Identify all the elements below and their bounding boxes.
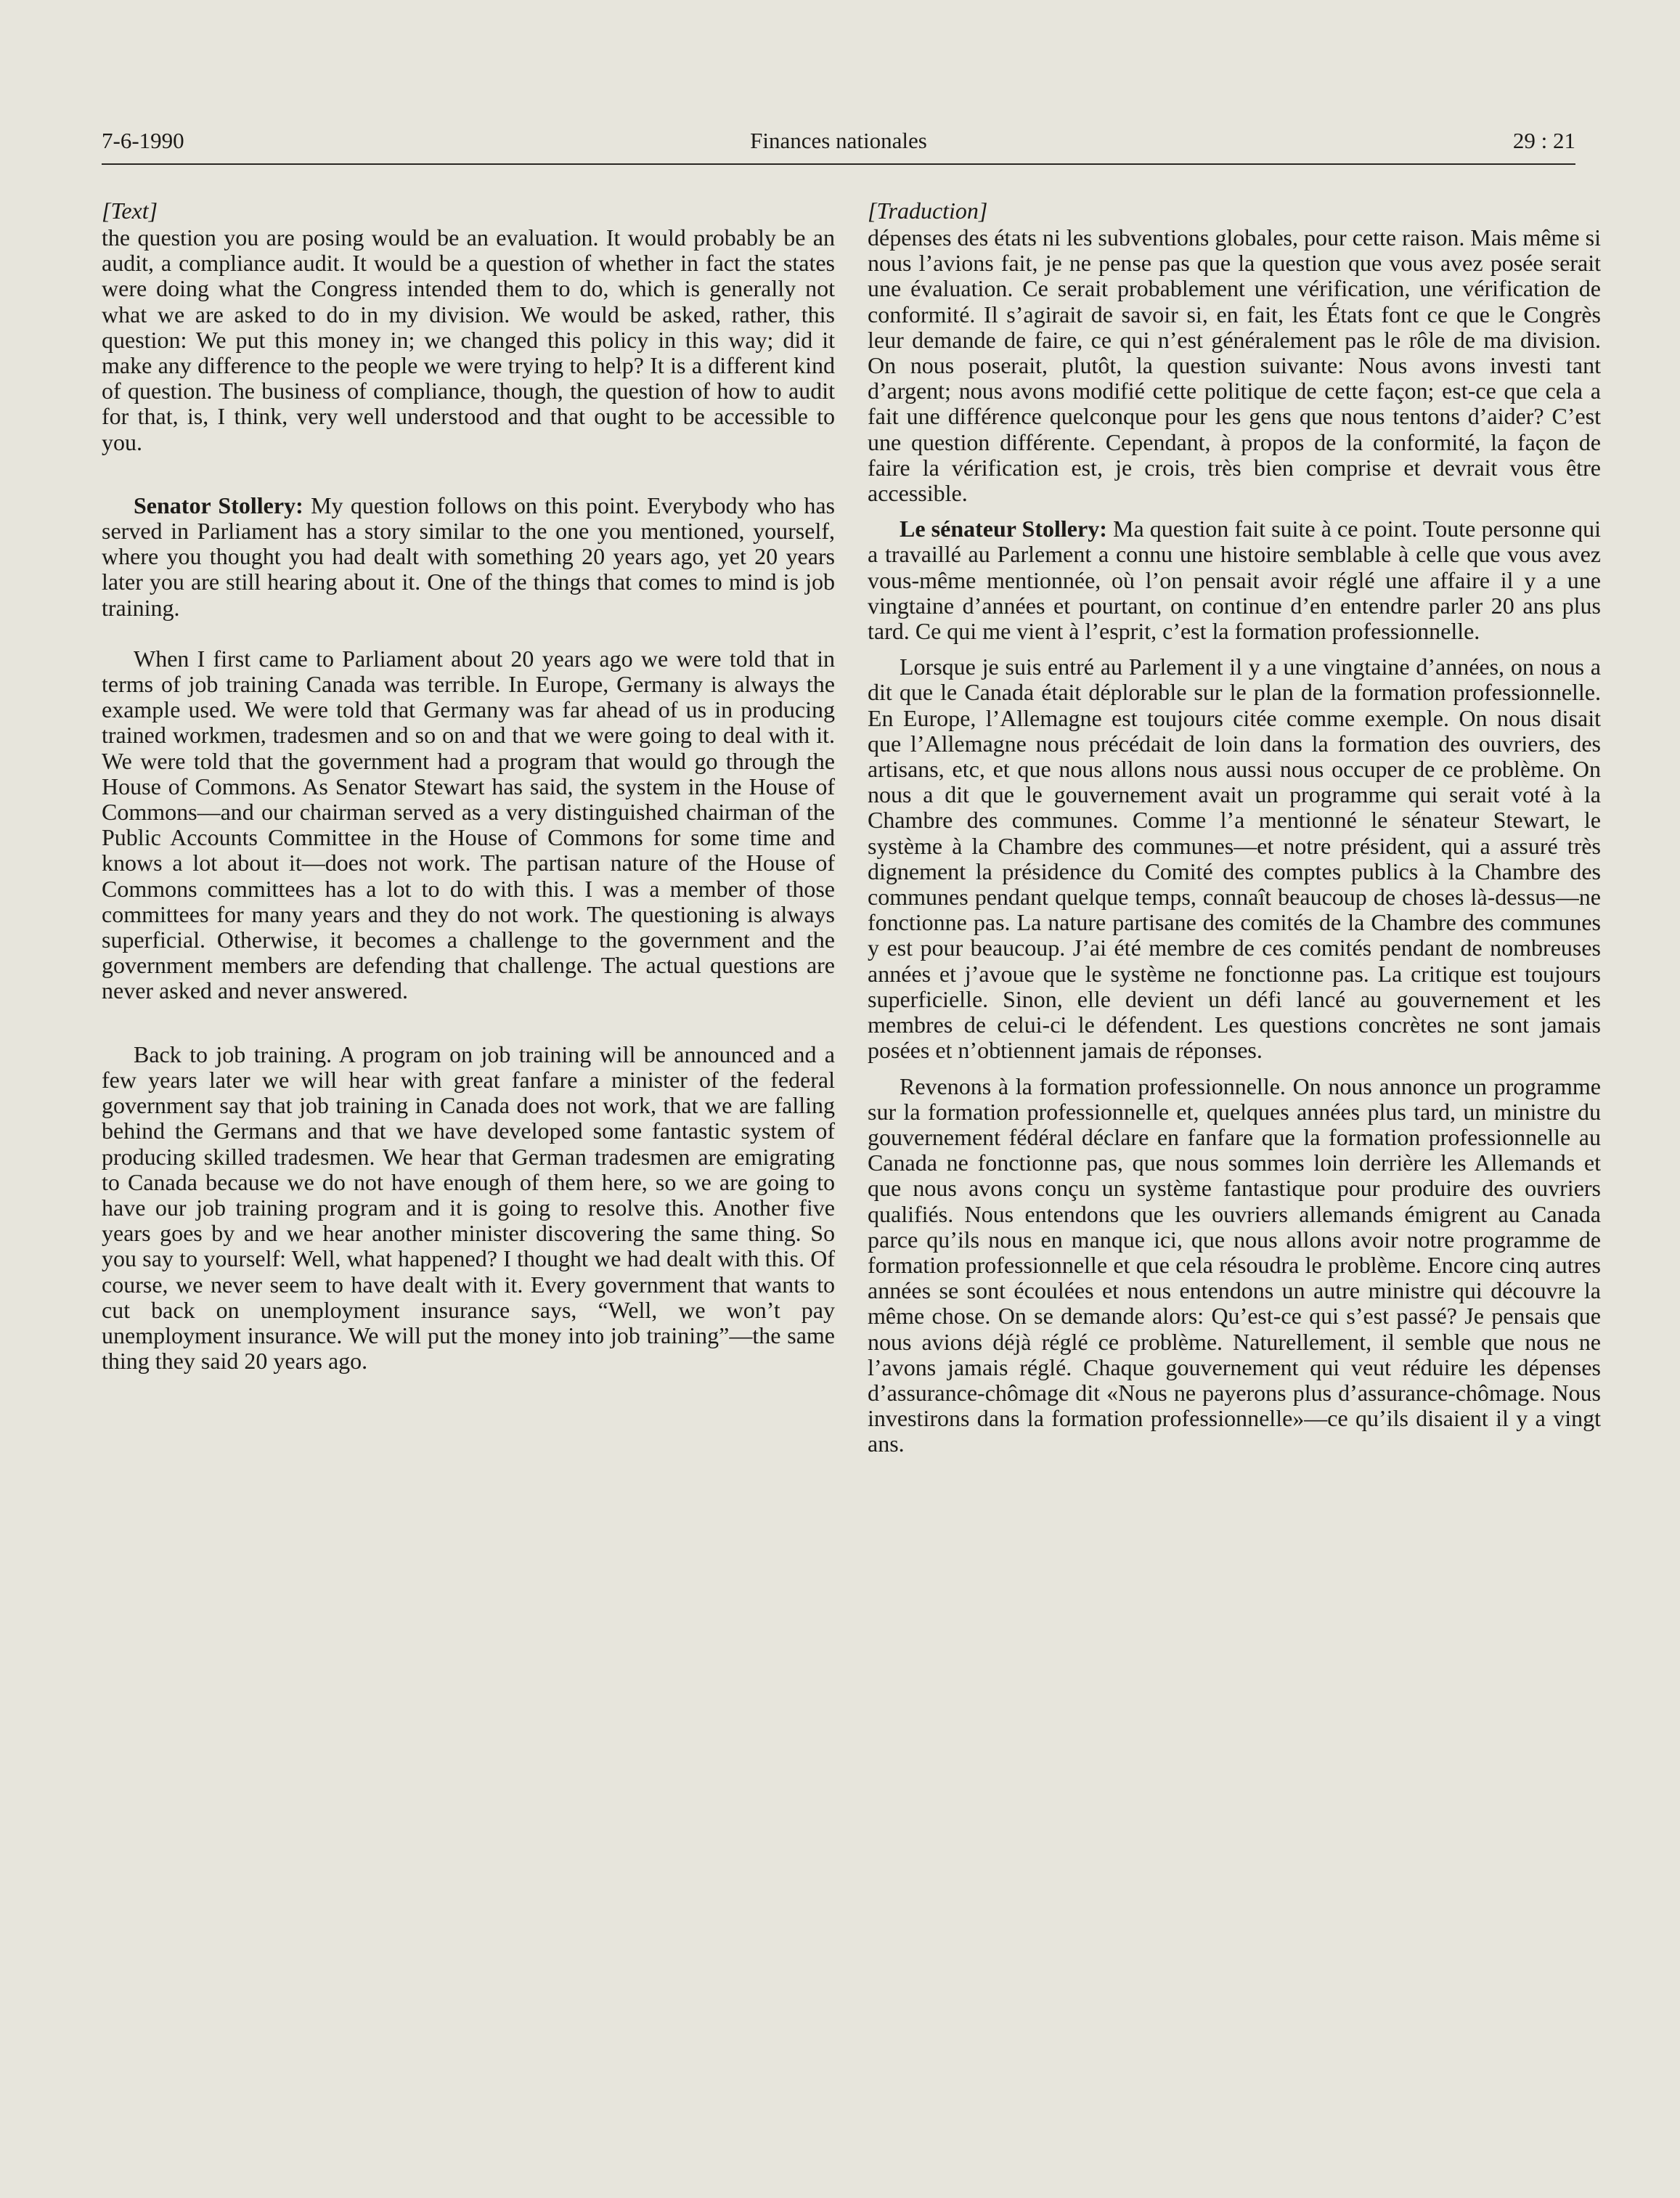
english-paragraph-1: the question you are posing would be an evaluation. It would probably be an audit, a compliance audit. It would be a question of whether in fact the states were doing what the Congress intended them to do, which is generally not what we are asked to do in my division. We would be asked, rather, this question: We put this money in; we changed this policy in this way; did it make any difference to the people we were trying to help? It is a different kind of question. The business of compliance, though, the question of how to audit for that, is, I think, very well understood and that ought to be accessible to you. bbox=[102, 224, 835, 455]
english-paragraph-4: Back to job training. A program on job training will be announced and a few years later we will hear with great fanfare a minister of the federal government say that job training in Canada does not work, that we are falling behind the Germans and that we have developed some fantastic system of producing skilled tradesmen. We hear that German tradesmen are emigrating to Canada because we do not have enough of them here, so we are going to have our job training program and it is going to resolve this. Another five years goes by and we hear another minister discovering the same thing. So you say to yourself: Well, what happened? I thought we had dealt with this. Of course, we never seem to have dealt with it. Every government that wants to cut back on unemployment insurance says, “Well, we won’t pay unemployment insurance. We will put the money into job training”—the same thing they said 20 years ago. bbox=[102, 1041, 835, 1375]
french-paragraph-1: dépenses des états ni les subventions globales, pour cette raison. Mais même si nous l’avions fait, je ne pense pas que la question que vous avez posée serait une évaluation. Ce serait probablement une vérification, une vérification de conformité. Il s’agirait de savoir si, en fait, les États font ce que le Congrès leur demande de faire, ce qui n’est généralement pas le rôle de ma division. On nous poserait, plutôt, la question suivante: Nous avons investi tant d’argent; nous avons modifié cette politique de cette façon; est-ce que cela a fait une différence quelconque pour les gens que nous tentons d’aider? C’est une question différente. Cependant, à propos de la conformité, la façon de faire la vérification est, je crois, très bien comprise et devrait vous être accessible. bbox=[868, 224, 1601, 507]
english-paragraph-3: When I first came to Parliament about 20 years ago we were told that in terms of job training Canada was terrible. In Europe, Germany is always the example used. We were told that Germany was far ahead of us in producing trained workmen, tradesmen and so on and that we were going to deal with it. We were told that the government had a program that would go through the House of Commons. As Senator Stewart has said, the system in the House of Commons—and our chairman served as a very distinguished chairman of the Public Accounts Committee in the House of Commons for some time and knows a lot about it—does not work. The partisan nature of the House of Commons committees has a lot to do with this. I was a member of those committees for many years and they do not work. The questioning is always superficial. Otherwise, it becomes a challenge to the government and the government members are defending that challenge. The actual questions are never asked and never answered. bbox=[102, 645, 835, 1004]
header-date: 7-6-1990 bbox=[102, 128, 184, 153]
header-rule bbox=[102, 163, 1575, 165]
header-page-number: 29 : 21 bbox=[1512, 128, 1575, 153]
english-paragraph-2 bbox=[102, 493, 835, 621]
english-paragraph-2-text: My question follows on this point. Everybody who has served in Parliament has a story similar to the one you mentioned, yourself, where you thought you had dealt with something 20 years ago, yet 20 years later you are still hearing about it. One of the things that comes to mind is job training. bbox=[102, 492, 836, 621]
french-paragraph-3: Lorsque je suis entré au Parlement il y a une vingtaine d’années, on nous a dit que le Canada était déplorable sur le plan de la formation professionnelle. En Europe, l’Allemagne est toujours citée comme exemple. On nous disait que l’Allemagne nous précédait de loin dans la formation des ouvriers, des artisans, etc, et que nous allons nous aussi nous occuper de ce problème. On nous a dit que le gouvernement avait un programme qui serait voté à la Chambre des communes. Comme l’a mentionné le sénateur Stewart, le système à la Chambre des communes—et notre président, qui a assuré très dignement la présidence du Comité des comptes publics à la Chambre des communes pendant quelque temps, connaît beaucoup de choses là-dessus—ne fonctionne pas. La nature partisane des comités de la Chambre des communes y est pour beaucoup. J’ai été membre de ces comités pendant de nombreuses années et j’avoue que le système ne fonctionne pas. La critique est toujours superficielle. Sinon, elle devient un défi lancé au gouvernement et les membres de celui-ci le défendent. Les questions concrètes ne sont jamais posées et n’obtiennent jamais de réponses. bbox=[868, 654, 1601, 1064]
french-speaker: Le sénateur Stollery: bbox=[900, 516, 1107, 542]
header-title: Finances nationales bbox=[750, 128, 927, 153]
english-column bbox=[102, 196, 835, 1374]
page-header bbox=[102, 125, 1575, 166]
english-label: [Text] bbox=[102, 198, 158, 224]
french-column bbox=[868, 196, 1601, 1457]
english-speaker: Senator Stollery: bbox=[134, 492, 303, 518]
french-paragraph-2-text: Ma question fait suite à ce point. Toute personne qui a travaillé au Parlement a connu une histoire semblable à celle que vous avez vous-même mentionnée, où l’on pensait avoir réglé une affaire il y a une vingtaine d’années et pourtant, on continue d’en entendre parler 20 ans plus tard. Ce qui me vient à l’esprit, c’est la formation professionnelle. bbox=[868, 516, 1602, 645]
french-paragraph-2 bbox=[868, 516, 1601, 644]
french-label: [Traduction] bbox=[868, 198, 988, 224]
french-paragraph-4: Revenons à la formation professionnelle. On nous annonce un programme sur la formation professionnelle et, quelques années plus tard, un ministre du gouvernement fédéral déclare en fanfare que la formation professionnelle au Canada ne fonctionne pas, que nous sommes loin derrière les Allemands et que nous avons conçu un système fantastique pour produire des ouvriers qualifiés. Nous entendons que les ouvriers allemands émigrent au Canada parce qu’ils nous en manque ici, que nous allons avoir notre programme de formation professionnelle et que cela résoudra le problème. Encore cinq autres années se sont écoulées et nous entendons un autre ministre qui découvre la même chose. On se demande alors: Qu’est-ce qui s’est passé? Je pensais que nous avions déjà réglé ce problème. Naturellement, il semble que nous ne l’avons jamais réglé. Chaque gouvernement qui veut réduire les dépenses d’assurance-chômage dit «Nous ne payerons plus d’assurance-chômage. Nous investirons dans la formation professionnelle»—ce qu’ils disaient il y a vingt ans. bbox=[868, 1072, 1601, 1457]
